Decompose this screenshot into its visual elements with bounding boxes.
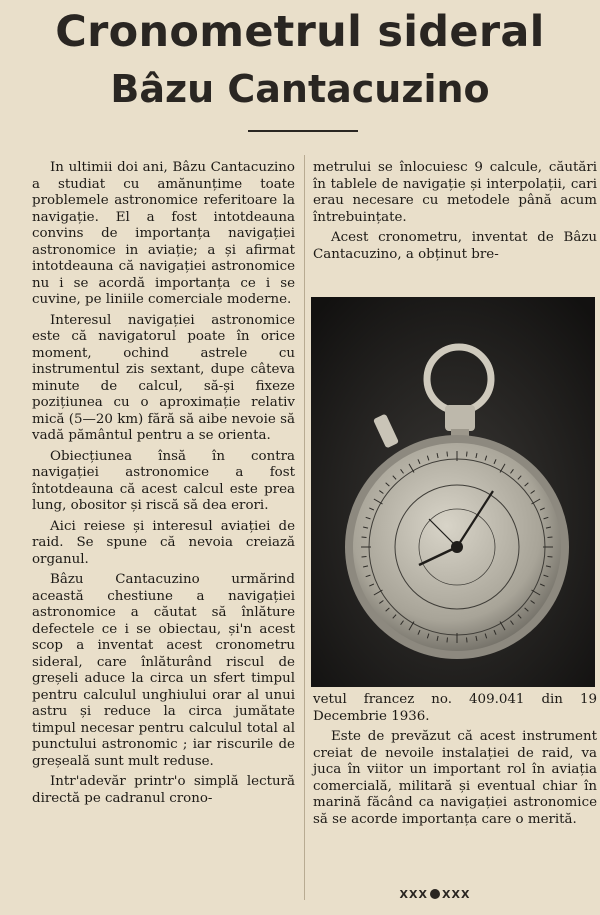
paragraph: Aici reiese și interesul aviației de raid. Se spune că nevoia creiază organul. [32,518,295,567]
paragraph: Acest cronometru, inventat de Bâzu Cantacuzino, a obținut bre- [313,230,597,262]
paragraph: Bâzu Cantacuzino urmărind această chestiune a navigației astronomice a căutat să înlăture defectele ce i se obiectau, și'n acest scop a inventat acest cronometru sideral, care înlăturând riscul de greșeli aduce la circa un sfert timpul pentru calculul unghiului orar al unui astru și reduce la circa jumătate timpul necesar pentru calculul total al punctului astronomic ; iar riscurile de greșeală sunt mult reduse. [32,572,295,769]
paragraph: Obiecțiunea însă în contra navigației astronomice a fost întotdeauna că acest calcul este prea lung, obositor și riscă să dea erori. [32,448,295,513]
paragraph: In ultimii doi ani, Bâzu Cantacuzino a studiat cu amănunțime toate problemele astronomice referitoare la navigație. El a fost intotdeauna convins de importanța navigației astronomice in aviație; a și afirmat intotdeauna că navigației astronomice nu i se acordă importanța ce i se cuvine, pe liniile comerciale moderne. [32,160,295,307]
ornament-right: XXX [442,888,471,901]
title-rule [248,130,358,132]
stopwatch-illustration [311,297,595,687]
ornament-dot [430,889,440,899]
left-column [32,160,295,807]
paragraph: vetul francez no. 409.041 din 19 Decembrie 1936. [313,692,597,724]
article-title: Cronometrul sideral [55,7,545,57]
paragraph: Intr'adevăr printr'o simplă lectură directă pe cadranul crono- [32,774,295,806]
dial-tick [548,537,553,538]
end-ornament [355,888,515,901]
dial-tick [362,557,367,558]
dial-tick [362,537,367,538]
ornament-left: XXX [399,888,428,901]
right-column-bottom [313,692,597,828]
dial-tick [447,638,448,643]
paragraph: Este de prevăzut că acest instrument creiat de nevoile instalației de raid, va juca în viitor un important rol în aviația comercială, militară și eventual chiar în marină făcând ca navigației astronomice să se acorde importanța care o merită. [313,729,597,827]
dial-tick [467,452,468,457]
paragraph: Interesul navigației astronomice este că navigatorul poate în orice moment, ochind astrele cu instrumentul zis sextant, dupe câteva minute de calcul, să-și fixeze pozițiunea cu o aproximație relativ mică (5—20 km) fără să aibe nevoie să vadă pământul pentru a se orienta. [32,312,295,443]
paragraph: metrului se înlocuiesc 9 calcule, căutări în tablele de navigație și interpolații, cari erau necesare cu metodele până acum întrebuințate. [313,160,597,225]
chronometer-photo [311,297,595,687]
dial-tick [447,452,448,457]
right-column-top [313,160,597,263]
article-subtitle: Bâzu Cantacuzino [110,67,490,111]
dial-tick [548,557,553,558]
column-divider [304,155,305,900]
dial-tick [467,638,468,643]
